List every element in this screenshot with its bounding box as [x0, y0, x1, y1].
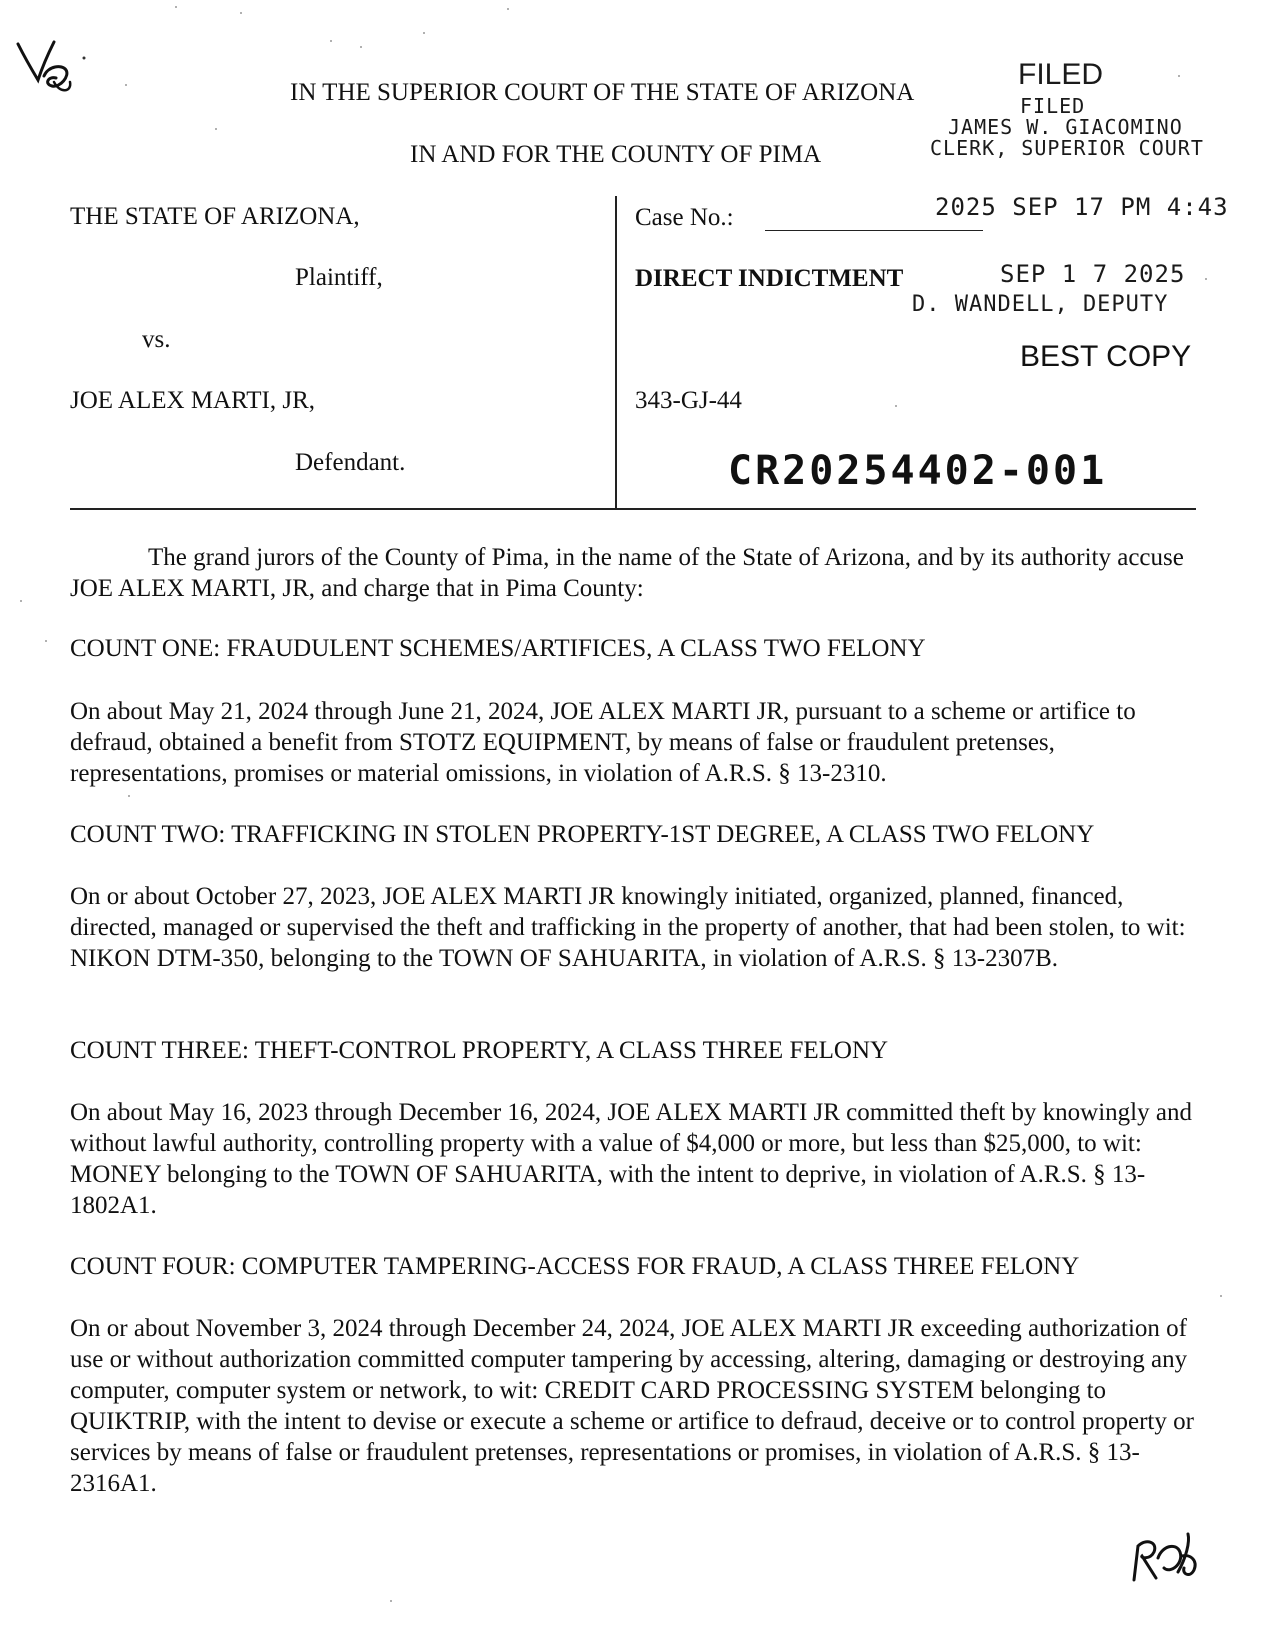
scan-speck	[125, 84, 127, 86]
caption-vertical-divider	[615, 196, 617, 510]
defendant-role: Defendant.	[295, 449, 406, 476]
scan-speck	[1178, 75, 1180, 77]
count-heading: COUNT THREE: THEFT-CONTROL PROPERTY, A CLASS THREE FELONY	[70, 1037, 889, 1064]
clerk-name-stamp: JAMES W. GIACOMINO	[948, 115, 1183, 139]
plaintiff-name: THE STATE OF ARIZONA,	[70, 203, 360, 230]
scan-speck	[1220, 1295, 1222, 1297]
scan-speck	[45, 640, 47, 642]
document-type: DIRECT INDICTMENT	[635, 265, 904, 292]
received-date-stamp: SEP 1 7 2025	[1000, 260, 1186, 288]
scan-speck	[390, 1600, 392, 1602]
case-number-stamp: CR20254402-001	[728, 448, 1108, 494]
scan-speck	[175, 6, 177, 8]
scan-speck	[215, 128, 217, 130]
caption-horizontal-divider	[70, 508, 1196, 510]
defendant-name: JOE ALEX MARTI, JR,	[70, 387, 316, 414]
deputy-stamp: D. WANDELL, DEPUTY	[912, 292, 1169, 317]
scan-speck	[360, 46, 362, 48]
scan-speck	[240, 12, 242, 14]
clerk-title-stamp: CLERK, SUPERIOR COURT	[930, 136, 1204, 160]
scan-speck	[128, 795, 130, 797]
versus-label: vs.	[142, 326, 171, 353]
count-heading: COUNT TWO: TRAFFICKING IN STOLEN PROPERTY-1ST DEGREE, A CLASS TWO FELONY	[70, 821, 1095, 848]
filing-datetime-stamp: 2025 SEP 17 PM 4:43	[935, 193, 1229, 221]
scan-speck	[330, 40, 332, 42]
scan-speck	[423, 32, 425, 34]
count-text: On about May 16, 2023 through December 16, 2024, JOE ALEX MARTI JR committed theft by knowingly and without lawful authority, controlling property with a value of $4,000 or more, but less than $25,000, to wit: MONEY belonging to the TOWN OF SAHUARITA, with the intent to deprive, in violation of A.R.S. § 13-1802A1.	[70, 1099, 1192, 1219]
filed-stamp: FILED	[1020, 94, 1086, 118]
case-number-label: Case No.:	[635, 204, 734, 231]
grand-jury-number: 343-GJ-44	[635, 387, 742, 414]
scan-speck	[507, 8, 509, 10]
case-number-blank-line	[765, 230, 983, 231]
count-text: On about May 21, 2024 through June 21, 2024, JOE ALEX MARTI JR, pursuant to a scheme or artifice to defraud, obtained a benefit from STOTZ EQUIPMENT, by means of false or fraudulent pretenses, representations, promises or material omissions, in violation of A.R.S. § 13-2310.	[70, 698, 1136, 787]
filed-stamp-bold: FILED	[1018, 58, 1104, 91]
count-text: On or about October 27, 2023, JOE ALEX MARTI JR knowingly initiated, organized, planned, financed, directed, managed or supervised the theft and trafficking in the property of another, that had been stolen, to wit: NIKON DTM-350, belonging to the TOWN OF SAHUARITA, in violation of A.R.S. § 13-2307B.	[70, 883, 1186, 972]
count-text: On or about November 3, 2024 through December 24, 2024, JOE ALEX MARTI JR exceeding authorization of use or without authorization committed computer tampering by accessing, altering, damaging or destroying any computer, computer system or network, to wit: CREDIT CARD PROCESSING SYSTEM belonging to QUIKTRIP, with the intent to devise or execute a scheme or artifice to defraud, deceive or to control property or services by means of false or fraudulent pretenses, representations or promises, in violation of A.R.S. § 13-2316A1.	[70, 1315, 1194, 1497]
county-name: IN AND FOR THE COUNTY OF PIMA	[410, 141, 822, 168]
scan-speck	[20, 600, 22, 602]
scan-speck	[895, 405, 897, 407]
court-name: IN THE SUPERIOR COURT OF THE STATE OF ARIZONA	[290, 79, 915, 106]
indictment-intro: The grand jurors of the County of Pima, in the name of the State of Arizona, and by its authority accuse JOE ALEX MARTI, JR, and charge that in Pima County:	[70, 544, 1184, 602]
plaintiff-role: Plaintiff,	[295, 264, 383, 291]
count-heading: COUNT ONE: FRAUDULENT SCHEMES/ARTIFICES, A CLASS TWO FELONY	[70, 635, 926, 662]
handwritten-initials-bottom-right	[1128, 1528, 1208, 1588]
count-heading: COUNT FOUR: COMPUTER TAMPERING-ACCESS FOR FRAUD, A CLASS THREE FELONY	[70, 1253, 1080, 1280]
best-copy-stamp: BEST COPY	[1020, 340, 1192, 373]
scan-speck	[1205, 278, 1207, 280]
handwritten-initials-top-left	[14, 36, 104, 106]
